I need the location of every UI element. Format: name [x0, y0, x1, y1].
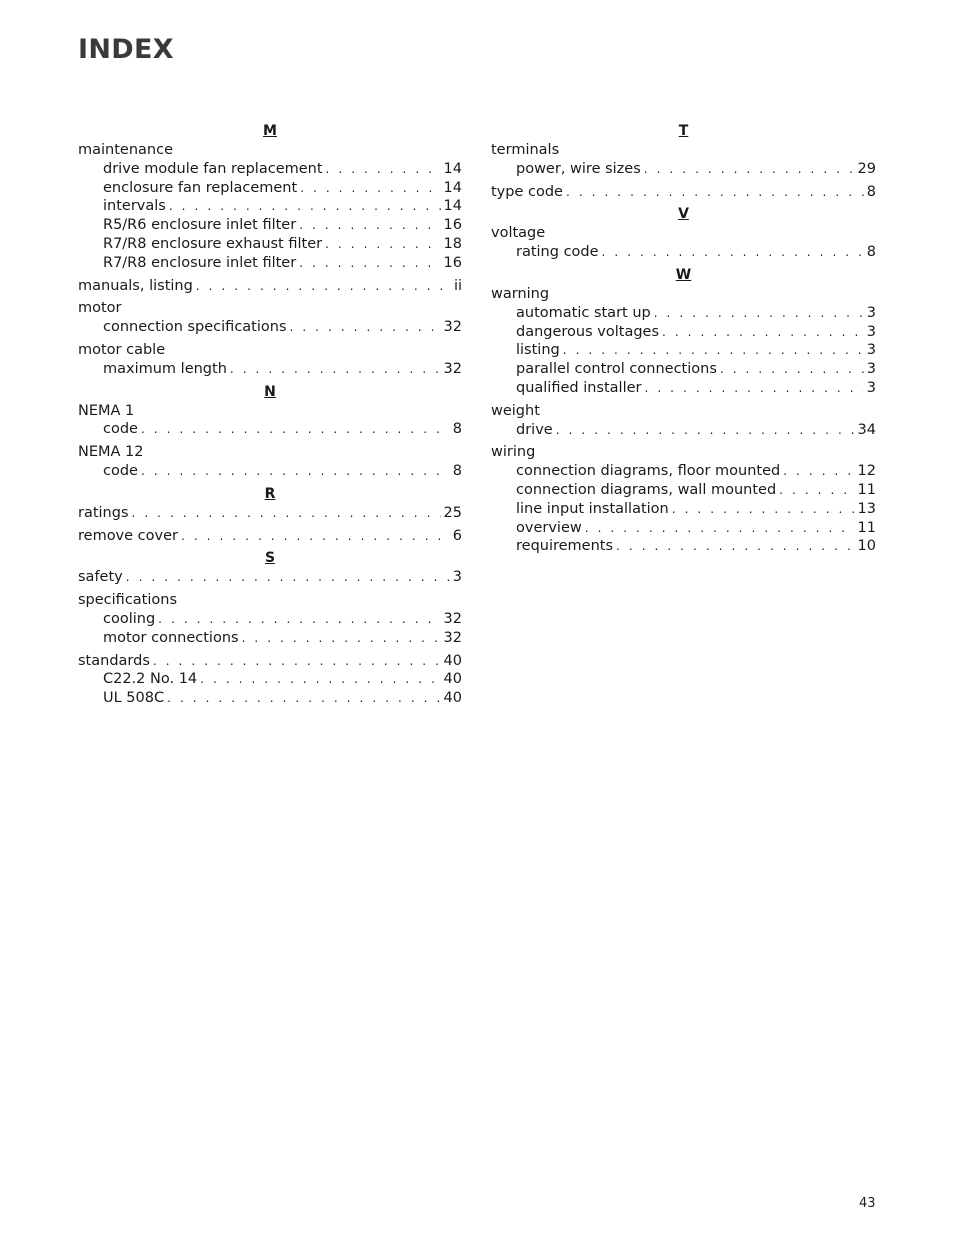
- page-reference: 11: [857, 481, 876, 498]
- page-reference: 32: [443, 629, 462, 646]
- index-subentry-code: [78, 462, 462, 481]
- index-subentry-line-input-installation: [491, 500, 876, 519]
- index-entry-group: [491, 224, 876, 262]
- dot-leader: [299, 254, 440, 273]
- dot-leader: [779, 481, 854, 500]
- page-reference: 3: [452, 569, 462, 586]
- subentry-term: drive module fan replacement: [103, 160, 323, 177]
- letter-heading-v: V: [678, 206, 689, 223]
- page-reference: 3: [866, 361, 876, 378]
- page-reference: 8: [866, 244, 876, 261]
- index-entry-group: [78, 591, 462, 647]
- index-entry-group: [78, 402, 462, 440]
- dot-leader: [167, 689, 440, 708]
- subentry-term: code: [103, 462, 138, 479]
- subentry-term: connection diagrams, wall mounted: [516, 481, 777, 498]
- index-subentry-enclosure-fan-replacement: [78, 179, 462, 198]
- index-subentry-code: [78, 420, 462, 439]
- entry-term: maintenance: [78, 142, 173, 158]
- index-subentry-cooling: [78, 610, 462, 629]
- dot-leader: [242, 629, 441, 648]
- index-subentry-parallel-control-connections: [491, 360, 876, 379]
- index-entry-group: [491, 285, 876, 398]
- subentry-term: requirements: [516, 538, 614, 555]
- index-subentry-rating-code: [491, 243, 876, 262]
- index-entry-terminals: [491, 141, 876, 160]
- index-subentry-c22-2-no-14: [78, 670, 462, 689]
- index-entry-group: [78, 443, 462, 481]
- index-subentry-motor-connections: [78, 629, 462, 648]
- index-entry-motor-cable: [78, 341, 462, 360]
- index-subentry-connection-specifications: [78, 318, 462, 337]
- dot-leader: [169, 197, 441, 216]
- index-subentry-intervals: [78, 197, 462, 216]
- dot-leader: [325, 235, 440, 254]
- index-subentry-requirements: [491, 537, 876, 556]
- subentry-term: intervals: [103, 198, 166, 215]
- page-reference: 16: [443, 254, 462, 271]
- dot-leader: [783, 462, 854, 481]
- entry-term: motor: [78, 300, 122, 317]
- index-entry-weight: [491, 402, 876, 421]
- page-reference: 40: [443, 671, 462, 688]
- dot-leader: [132, 504, 441, 523]
- index-column-right: [491, 122, 876, 560]
- letter-heading-s: S: [264, 550, 276, 567]
- dot-leader: [644, 160, 855, 179]
- subentry-term: cooling: [103, 610, 156, 627]
- dot-leader: [181, 527, 450, 546]
- entry-term: terminals: [491, 142, 560, 158]
- entry-term: specifications: [78, 592, 178, 609]
- index-entry-motor: [78, 299, 462, 318]
- page-title: INDEX: [78, 34, 174, 65]
- dot-leader: [662, 323, 864, 342]
- page-reference: 14: [443, 160, 462, 177]
- page-reference: 3: [866, 342, 876, 359]
- subentry-term: automatic start up: [516, 304, 651, 321]
- entry-term: ratings: [78, 504, 129, 521]
- index-subentry-r7-r8-enclosure-inlet-filter: [78, 254, 462, 273]
- dot-leader: [290, 318, 441, 337]
- index-entry-wiring: [491, 443, 876, 462]
- index-entry-group: [491, 141, 876, 179]
- dot-leader: [672, 500, 855, 519]
- index-entry-group: [78, 141, 462, 273]
- dot-leader: [126, 568, 450, 587]
- dot-leader: [720, 360, 864, 379]
- page-reference: ii: [453, 277, 462, 294]
- page-reference: 6: [452, 527, 462, 544]
- entry-term: NEMA 12: [78, 444, 144, 461]
- entry-term: standards: [78, 652, 150, 669]
- page-reference: 8: [452, 421, 462, 438]
- index-entry-type-code: [491, 183, 876, 202]
- dot-leader: [585, 519, 855, 538]
- dot-leader: [153, 652, 441, 671]
- subentry-term: R7/R8 enclosure inlet filter: [103, 254, 297, 271]
- page-reference: 40: [443, 652, 462, 669]
- index-subentry-r5-r6-enclosure-inlet-filter: [78, 216, 462, 235]
- index-entry-group: [491, 183, 876, 202]
- index-entry-nema-12: [78, 443, 462, 462]
- entry-term: warning: [491, 285, 550, 302]
- subentry-term: dangerous voltages: [516, 323, 660, 340]
- page-reference: 3: [866, 323, 876, 340]
- dot-leader: [563, 341, 864, 360]
- entry-term: wiring: [491, 444, 536, 461]
- index-column-left: [78, 122, 462, 712]
- subentry-term: R7/R8 enclosure exhaust filter: [103, 235, 323, 252]
- index-entry-ratings: [78, 504, 462, 523]
- dot-leader: [645, 379, 864, 398]
- index-subentry-maximum-length: [78, 360, 462, 379]
- entry-term: remove cover: [78, 527, 178, 544]
- index-entry-group: [491, 402, 876, 440]
- dot-leader: [141, 420, 450, 439]
- page-reference: 12: [857, 463, 876, 480]
- entry-term: weight: [491, 402, 540, 419]
- dot-leader: [158, 610, 440, 629]
- subentry-term: parallel control connections: [516, 361, 717, 378]
- dot-leader: [654, 304, 864, 323]
- index-subentry-qualified-installer: [491, 379, 876, 398]
- page-reference: 34: [857, 421, 876, 438]
- index-subentry-automatic-start-up: [491, 304, 876, 323]
- page-reference: 29: [857, 160, 876, 177]
- letter-heading-t: T: [678, 123, 689, 139]
- dot-leader: [200, 670, 440, 689]
- index-subentry-dangerous-voltages: [491, 323, 876, 342]
- index-subentry-drive-module-fan-replacement: [78, 160, 462, 179]
- index-entry-remove-cover: [78, 527, 462, 546]
- index-entry-voltage: [491, 224, 876, 243]
- subentry-term: C22.2 No. 14: [103, 671, 198, 688]
- subentry-term: rating code: [516, 244, 599, 261]
- dot-leader: [300, 179, 440, 198]
- index-entry-standards: [78, 652, 462, 671]
- index-entry-group: [78, 652, 462, 708]
- page-reference: 3: [866, 304, 876, 321]
- letter-heading-w: W: [675, 266, 692, 283]
- index-entry-group: [78, 341, 462, 379]
- subentry-term: line input installation: [516, 500, 669, 517]
- page-reference: 25: [443, 504, 462, 521]
- index-entry-manuals-listing: [78, 277, 462, 296]
- page-reference: 10: [857, 538, 876, 555]
- index-subentry-r7-r8-enclosure-exhaust-filter: [78, 235, 462, 254]
- dot-leader: [616, 537, 855, 556]
- letter-heading-m: M: [263, 123, 277, 139]
- subentry-term: maximum length: [103, 360, 227, 377]
- page-reference: 8: [452, 462, 462, 479]
- subentry-term: enclosure fan replacement: [103, 179, 298, 196]
- page-reference: 18: [443, 235, 462, 252]
- entry-term: safety: [78, 569, 123, 586]
- index-entry-maintenance: [78, 141, 462, 160]
- dot-leader: [566, 183, 864, 202]
- index-entry-group: [78, 299, 462, 337]
- subentry-term: listing: [516, 342, 560, 359]
- subentry-term: R5/R6 enclosure inlet filter: [103, 217, 297, 234]
- page-reference: 11: [857, 519, 876, 536]
- dot-leader: [196, 277, 451, 296]
- subentry-term: qualified installer: [516, 379, 642, 396]
- dot-leader: [602, 243, 864, 262]
- page-number: 43: [859, 1196, 876, 1211]
- index-entry-specifications: [78, 591, 462, 610]
- index-subentry-overview: [491, 519, 876, 538]
- subentry-term: code: [103, 421, 138, 438]
- index-subentry-listing: [491, 341, 876, 360]
- page-reference: 16: [443, 217, 462, 234]
- page-reference: 8: [866, 183, 876, 200]
- index-subentry-connection-diagrams-wall-mounted: [491, 481, 876, 500]
- page-reference: 3: [866, 379, 876, 396]
- subentry-term: drive: [516, 421, 553, 438]
- subentry-term: overview: [516, 519, 582, 536]
- entry-term: voltage: [491, 225, 546, 242]
- letter-heading-r: R: [264, 485, 276, 502]
- subentry-term: motor connections: [103, 629, 239, 646]
- page-reference: 40: [443, 690, 462, 707]
- index-subentry-ul-508c: [78, 689, 462, 708]
- index-subentry-power-wire-sizes: [491, 160, 876, 179]
- index-entry-group: [78, 504, 462, 523]
- dot-leader: [326, 160, 441, 179]
- page-reference: 32: [443, 319, 462, 336]
- entry-term: NEMA 1: [78, 402, 135, 419]
- index-entry-group: [78, 568, 462, 587]
- dot-leader: [230, 360, 441, 379]
- index-subentry-connection-diagrams-floor-mounted: [491, 462, 876, 481]
- index-entry-safety: [78, 568, 462, 587]
- index-entry-group: [78, 277, 462, 296]
- subentry-term: power, wire sizes: [516, 160, 641, 177]
- subentry-term: connection diagrams, floor mounted: [516, 463, 781, 480]
- dot-leader: [141, 462, 450, 481]
- dot-leader: [299, 216, 440, 235]
- page-reference: 32: [443, 610, 462, 627]
- index-entry-warning: [491, 285, 876, 304]
- index-entry-nema-1: [78, 402, 462, 421]
- page-reference: 13: [857, 500, 876, 517]
- entry-term: motor cable: [78, 341, 166, 358]
- subentry-term: connection specifications: [103, 319, 287, 336]
- page-reference: 32: [443, 360, 462, 377]
- dot-leader: [556, 421, 855, 440]
- index-entry-group: [491, 443, 876, 556]
- index-subentry-drive: [491, 421, 876, 440]
- subentry-term: UL 508C: [103, 690, 165, 707]
- letter-heading-n: N: [264, 383, 276, 400]
- entry-term: type code: [491, 183, 563, 200]
- entry-term: manuals, listing: [78, 277, 193, 294]
- page-reference: 14: [443, 179, 462, 196]
- index-entry-group: [78, 527, 462, 546]
- page-reference: 14: [443, 198, 462, 215]
